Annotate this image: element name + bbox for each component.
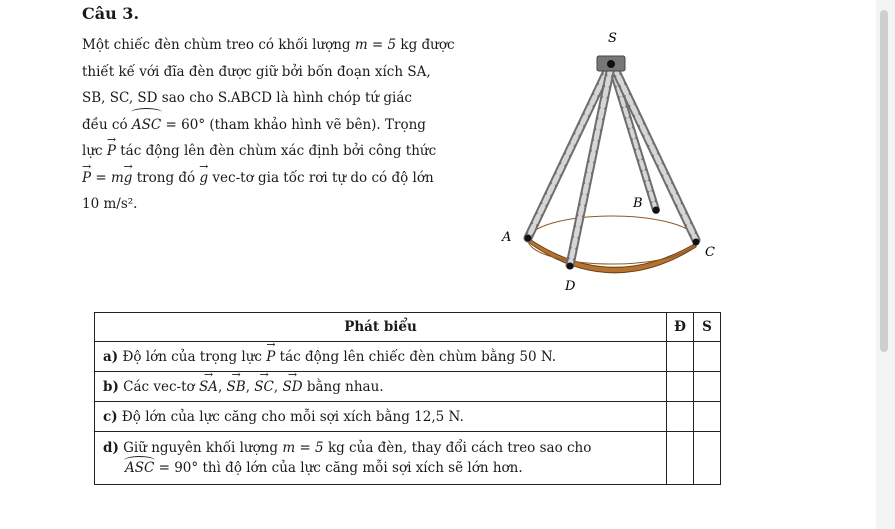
angle-asc: ASC bbox=[132, 112, 161, 139]
answer-c-false[interactable] bbox=[694, 402, 721, 432]
table-row bbox=[95, 402, 721, 432]
answer-a-true[interactable] bbox=[667, 342, 694, 372]
point-b bbox=[653, 207, 660, 214]
statement-b: b) Các vec-tơ → SA, → SB, → SC, → SD bằng nhau. bbox=[95, 372, 667, 402]
statement-c: c) Độ lớn của lực căng cho mỗi sợi xích bằng 12,5 N. bbox=[95, 402, 667, 432]
question-title: Câu 3. bbox=[82, 4, 140, 23]
label-d: D bbox=[565, 279, 576, 294]
label-c: C bbox=[705, 245, 715, 260]
answer-b-false[interactable] bbox=[694, 372, 721, 402]
label-a: A bbox=[502, 230, 512, 245]
scrollbar-thumb[interactable] bbox=[880, 10, 888, 352]
answer-b-true[interactable] bbox=[667, 372, 694, 402]
answer-d-false[interactable] bbox=[694, 432, 721, 485]
answer-a-false[interactable] bbox=[694, 342, 721, 372]
statement-a: a) Độ lớn của trọng lực → P tác động lên chiếc đèn chùm bằng 50 N. bbox=[95, 342, 667, 372]
label-b: B bbox=[633, 196, 643, 211]
disc-rim bbox=[528, 238, 696, 273]
header-statement: Phát biểu bbox=[95, 313, 667, 342]
statement-d: d) Giữ nguyên khối lượng m = 5 kg của đèn, thay đổi cách treo sao cho ASC = 90° thì độ lớn của lực căng mỗi sợi xích sẽ lớn hơn. bbox=[95, 432, 667, 485]
vector-p: → P bbox=[107, 138, 116, 165]
chandelier-figure bbox=[490, 22, 740, 302]
point-d bbox=[567, 263, 574, 270]
header-false: S bbox=[694, 313, 721, 342]
header-true: Đ bbox=[667, 313, 694, 342]
statement-table bbox=[94, 312, 721, 485]
point-a bbox=[525, 235, 532, 242]
question-text: Một chiếc đèn chùm treo có khối lượng m = 5 kg được thiết kế với đĩa đèn được giữ bởi bốn đoạn xích SA, SB, SC, SD sao cho S.ABCD là hình chóp tứ giác đều có ASC = 60° (tham khảo hình vẽ bên). Trọng lực → P tác động lên đèn chùm xác định bởi công thức → P = m→ g trong đó → g vec-tơ gia tốc rơi tự do có độ lớn 10 m/s². bbox=[82, 32, 502, 218]
table-row bbox=[95, 342, 721, 372]
point-c bbox=[693, 239, 700, 246]
table-header-row bbox=[95, 313, 721, 342]
answer-c-true[interactable] bbox=[667, 402, 694, 432]
disc-ellipse bbox=[528, 216, 696, 264]
table-row bbox=[95, 372, 721, 402]
label-s: S bbox=[608, 31, 617, 46]
table-row bbox=[95, 432, 721, 485]
answer-d-true[interactable] bbox=[667, 432, 694, 485]
point-s bbox=[607, 60, 615, 68]
